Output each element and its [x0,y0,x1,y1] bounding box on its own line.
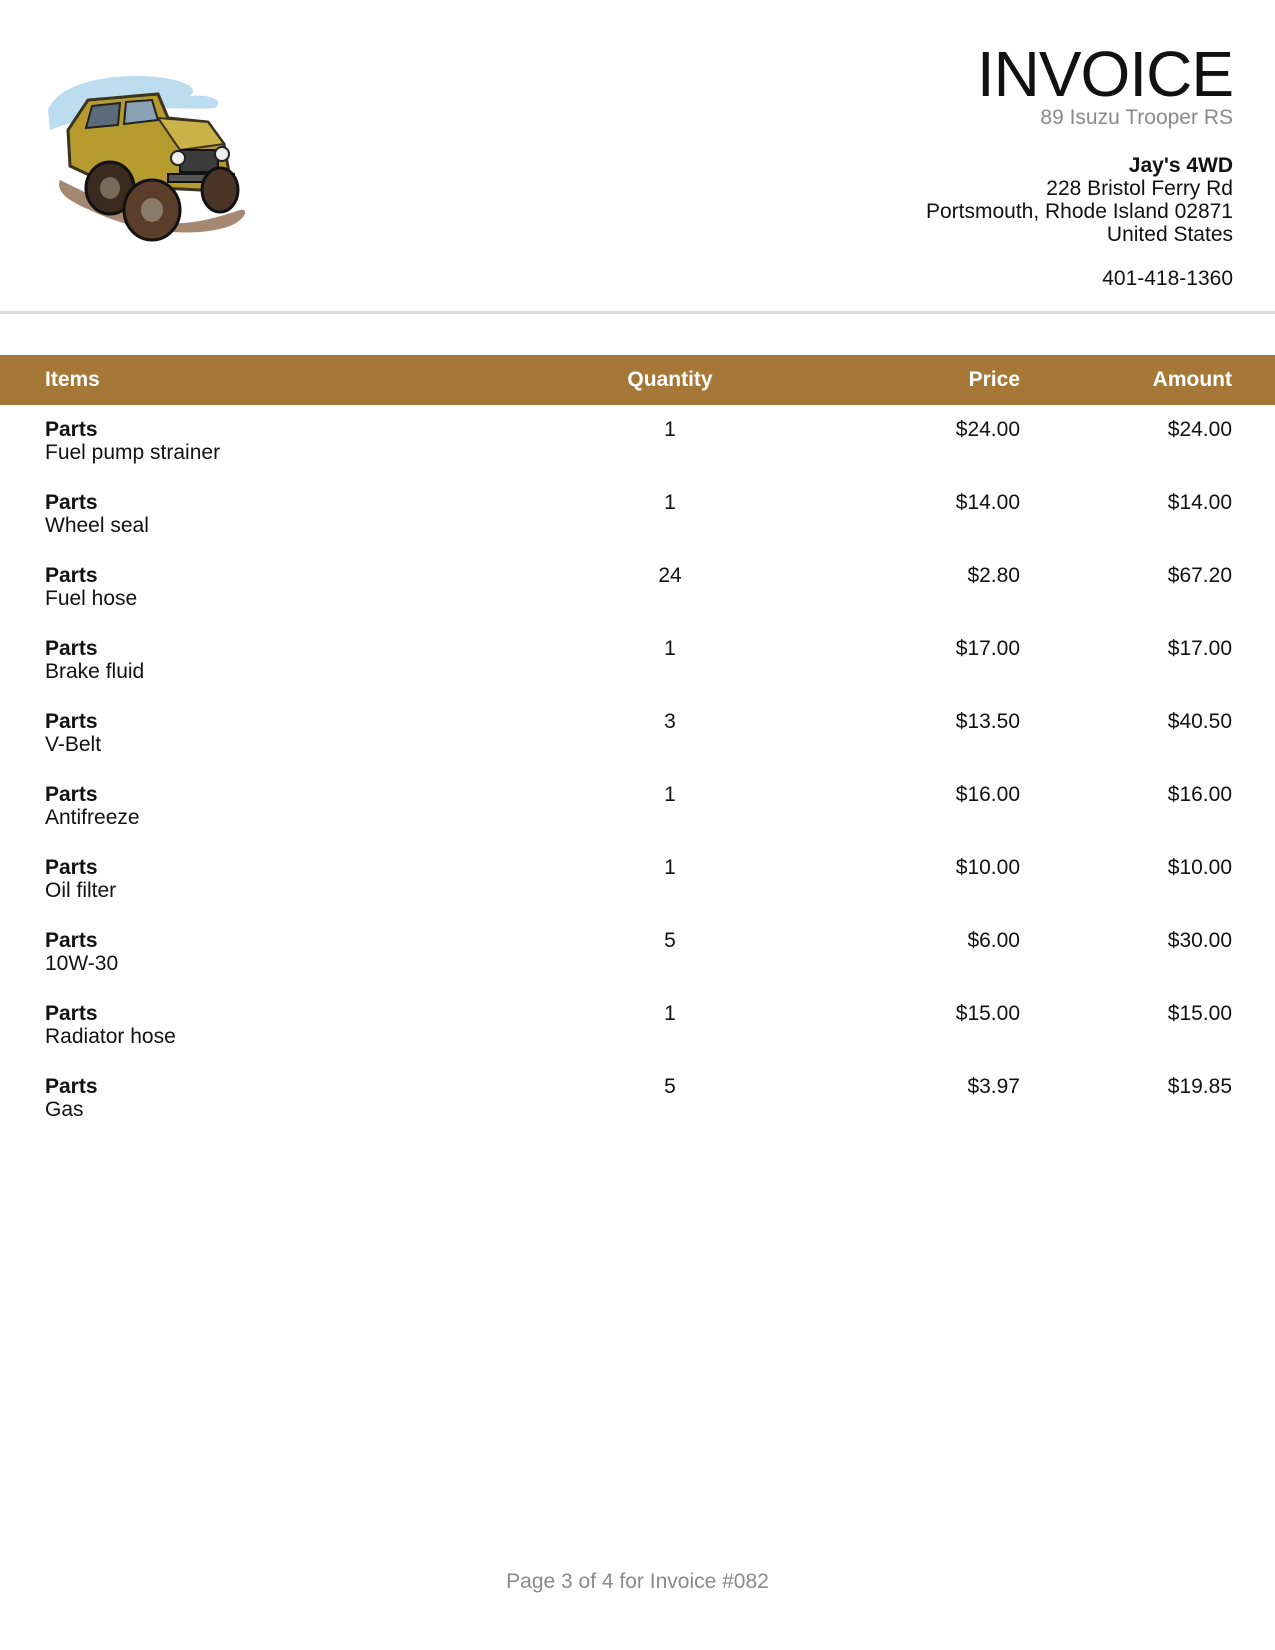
item-cell [45,710,101,756]
address-country: United States [1106,223,1233,246]
quantity-cell: 1 [664,1002,676,1025]
item-cell [45,418,220,464]
item-description: Gas [45,1098,84,1121]
item-category: Parts [45,564,98,587]
quantity-cell: 3 [664,710,676,733]
table-row [0,1075,1275,1148]
quantity-cell: 1 [664,856,676,879]
item-category: Parts [45,637,98,660]
item-description: Radiator hose [45,1025,176,1048]
table-row [0,929,1275,1002]
item-description: Wheel seal [45,514,149,537]
item-category: Parts [45,1002,98,1025]
table-row [0,783,1275,856]
amount-cell: $67.20 [1167,564,1232,587]
quantity-cell: 1 [664,783,676,806]
header-divider [0,311,1275,314]
item-category: Parts [45,491,98,514]
table-row [0,637,1275,710]
invoice-header [673,38,1233,290]
address-line-1: 228 Bristol Ferry Rd [1046,177,1233,200]
amount-cell: $19.85 [1167,1075,1232,1098]
off-road-truck-icon [40,70,260,245]
item-cell [45,856,116,902]
invoice-title: INVOICE [976,38,1233,110]
price-cell: $10.00 [955,856,1020,879]
item-cell [45,564,137,610]
price-cell: $3.97 [967,1075,1020,1098]
item-category: Parts [45,710,98,733]
item-cell [45,637,144,683]
quantity-cell: 1 [664,491,676,514]
item-category: Parts [45,929,98,952]
price-cell: $15.00 [955,1002,1020,1025]
table-row [0,710,1275,783]
amount-cell: $16.00 [1167,783,1232,806]
item-category: Parts [45,783,98,806]
company-phone: 401-418-1360 [1102,267,1233,290]
price-cell: $17.00 [955,637,1020,660]
item-cell [45,1002,176,1048]
column-header-amount: Amount [1152,368,1232,391]
item-description: Fuel hose [45,587,138,610]
table-row [0,856,1275,929]
amount-cell: $24.00 [1167,418,1232,441]
item-description: Antifreeze [45,806,140,829]
item-description: V-Belt [45,733,102,756]
amount-cell: $10.00 [1167,856,1232,879]
price-cell: $2.80 [967,564,1020,587]
item-description: Fuel pump strainer [45,441,221,464]
amount-cell: $40.50 [1167,710,1232,733]
item-cell [45,783,140,829]
amount-cell: $30.00 [1167,929,1232,952]
quantity-cell: 1 [664,637,676,660]
price-cell: $14.00 [955,491,1020,514]
price-cell: $13.50 [955,710,1020,733]
item-cell [45,1075,98,1121]
price-cell: $24.00 [955,418,1020,441]
item-cell [45,929,118,975]
column-header-price: Price [968,368,1020,391]
item-category: Parts [45,418,98,441]
price-cell: $16.00 [955,783,1020,806]
amount-cell: $15.00 [1167,1002,1232,1025]
table-row [0,418,1275,491]
page-footer: Page 3 of 4 for Invoice #082 [506,1570,769,1593]
vehicle-subtitle: 89 Isuzu Trooper RS [1040,106,1233,129]
company-name: Jay's 4WD [1128,154,1233,177]
table-row [0,491,1275,564]
quantity-cell: 5 [664,1075,676,1098]
amount-cell: $17.00 [1167,637,1232,660]
table-row [0,564,1275,637]
item-category: Parts [45,1075,98,1098]
item-description: Oil filter [45,879,117,902]
price-cell: $6.00 [967,929,1020,952]
address-line-2: Portsmouth, Rhode Island 02871 [925,200,1233,223]
amount-cell: $14.00 [1167,491,1232,514]
quantity-cell: 24 [658,564,682,587]
table-header [0,355,1275,405]
line-items [0,418,1275,1148]
item-cell [45,491,149,537]
item-description: Brake fluid [45,660,145,683]
column-header-items: Items [45,368,100,391]
company-address-block [673,154,1233,246]
table-row [0,1002,1275,1075]
item-description: 10W-30 [45,952,119,975]
company-logo [40,70,260,245]
item-category: Parts [45,856,98,879]
quantity-cell: 5 [664,929,676,952]
column-header-quantity: Quantity [627,368,713,391]
quantity-cell: 1 [664,418,676,441]
